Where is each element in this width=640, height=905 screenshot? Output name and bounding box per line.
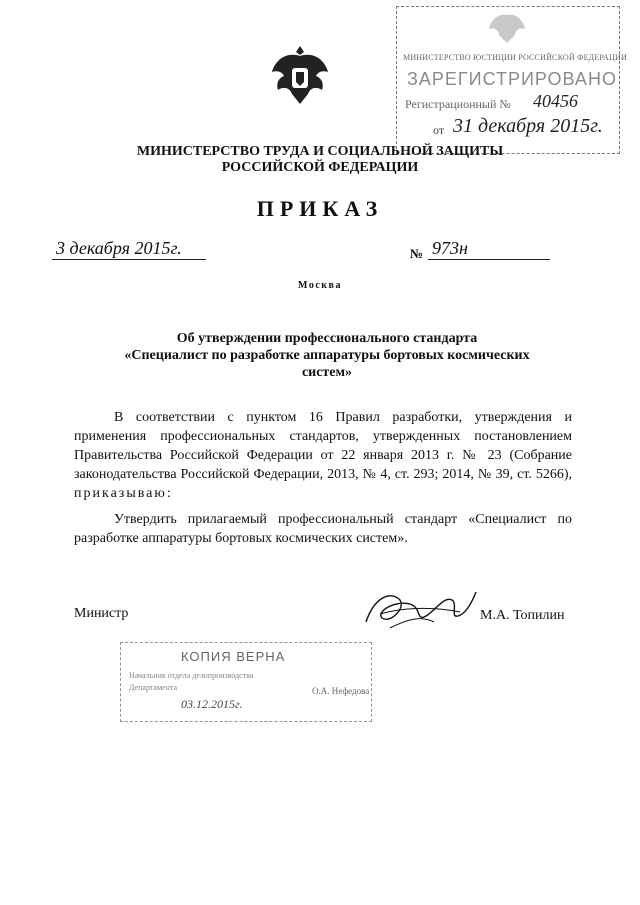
- ministry-title-line2: РОССИЙСКОЙ ФЕДЕРАЦИИ: [221, 160, 419, 175]
- copy-stamp-line1: Начальник отдела делопроизводства: [129, 671, 254, 680]
- ministry-title-line1: МИНИСТЕРСТВО ТРУДА И СОЦИАЛЬНОЙ ЗАЩИТЫ: [136, 144, 504, 159]
- city: Москва: [298, 280, 342, 291]
- order-subject: [92, 330, 562, 381]
- paragraph-approve: [74, 510, 572, 548]
- paragraph-basis: [74, 408, 572, 503]
- order-number: 973н: [428, 238, 550, 260]
- subject-line3: систем»: [301, 365, 353, 380]
- subject-line2: «Специалист по разработке аппаратуры бортовых космических: [124, 348, 530, 363]
- order-number-label: №: [410, 246, 424, 261]
- copy-stamp-date: 03.12.2015г.: [181, 697, 243, 711]
- stamp-registered-label: ЗАРЕГИСТРИРОВАНО: [407, 69, 617, 89]
- copy-stamp-title: КОПИЯ ВЕРНА: [181, 649, 286, 664]
- stamp-reg-number-label: Регистрационный №: [405, 97, 511, 111]
- ministry-title: [110, 144, 530, 176]
- copy-stamp-line2: Департамента: [129, 683, 178, 692]
- order-title: ПРИКАЗ: [256, 196, 384, 221]
- stamp-reg-date: 31 декабря 2015г.: [453, 115, 603, 137]
- subject-line1: Об утверждении профессионального стандарта: [176, 331, 478, 346]
- paragraph-basis-text: В соответствии с пунктом 16 Правил разработки, утверждения и применения профессиональных стандартов, утвержденных постановлением Правительства Российской Федерации от 22 января 2013 г. № 23 (Собрание законодательства Российской Федерации, 2013, № 4, ст. 293; 2014, № 39, ст. 5266),: [74, 410, 572, 482]
- paragraph-approve-text: Утвердить прилагаемый профессиональный стандарт «Специалист по разработке аппаратуры бортовых космических систем».: [74, 512, 572, 546]
- registration-stamp: [396, 6, 627, 154]
- coat-of-arms-icon: [268, 42, 332, 110]
- stamp-date-prefix: от: [433, 123, 445, 137]
- copy-stamp: [120, 642, 372, 722]
- minister-name: М.А. Топилин: [480, 608, 565, 623]
- copy-stamp-signer: О.А. Нефедова: [312, 686, 370, 696]
- order-date: 3 декабря 2015г.: [52, 238, 206, 260]
- handwritten-signature: [360, 578, 480, 648]
- ministry-emblem-icon: [487, 11, 527, 47]
- stamp-reg-number: 40456: [533, 91, 578, 111]
- minister-title: Министр: [74, 606, 129, 621]
- paragraph-basis-order-word: приказываю:: [74, 486, 173, 501]
- stamp-ministry: МИНИСТЕРСТВО ЮСТИЦИИ РОССИЙСКОЙ ФЕДЕРАЦИИ: [403, 53, 627, 62]
